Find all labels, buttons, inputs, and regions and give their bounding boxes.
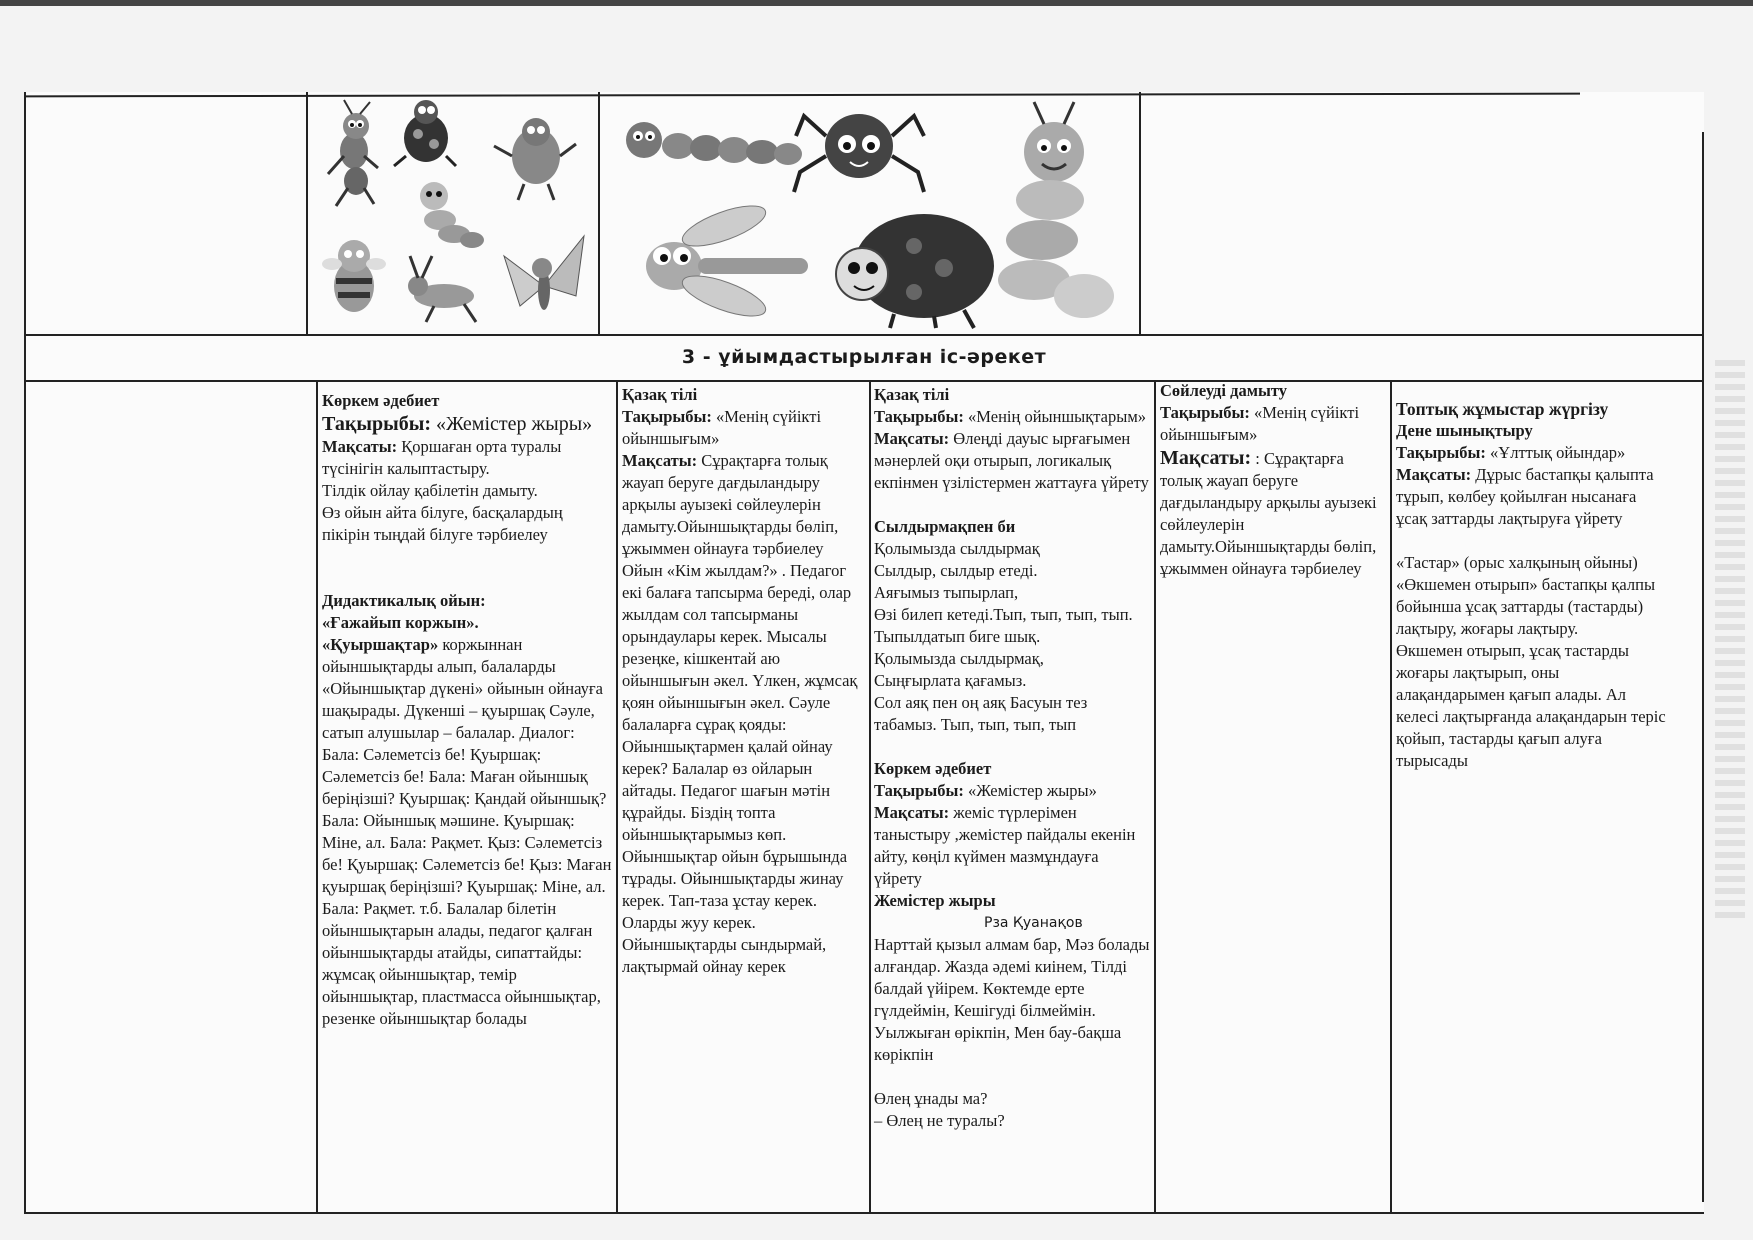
subject-label: Дене шынықтыру (1396, 421, 1533, 440)
insects-illustration-large (614, 96, 1134, 330)
song-line: Қолымызда сылдырмақ, (874, 649, 1044, 668)
row1-bottom-border (24, 334, 1704, 336)
game-title: Дидактикалық ойын: (322, 591, 486, 610)
subject-label: Көркем әдебиет (322, 391, 440, 410)
bleed-through-marks (1715, 360, 1745, 920)
goal-label: Мақсаты: (622, 451, 698, 470)
bee-icon (322, 240, 386, 312)
goal-line-2: Тілдік ойлау қабілетін дамыту. (322, 481, 538, 500)
song-line: Сол аяқ пен оң аяқ Басуын тез табамыз. Тып, тып, тып, тып (874, 693, 1088, 734)
butterfly-icon (504, 236, 584, 310)
table-right-border (1702, 132, 1704, 1202)
ant-icon (328, 100, 378, 206)
subject-label: Сөйлеуді дамыту (1160, 381, 1287, 400)
column-literature (322, 390, 612, 1030)
topic-value: «Ұлттық ойындар» (1490, 443, 1626, 462)
dragonfly-icon (646, 198, 808, 324)
song-line: Аяғымыз тыпырлап, (874, 583, 1019, 602)
poem-text: Нарттай қызыл алмам бар, Мәз болады алғандар. Жазда әдемі киінем, Тілді балдай үйірем. Көктемде ерте гүлдеймін, Кешігуді білмеймін. Уылжыған өрікпін, Мен бау-бақша көрікпін (874, 935, 1150, 1064)
spider-icon (794, 114, 924, 192)
song-line: Қолымызда сылдырмақ (874, 539, 1040, 558)
insects-set-small-icon (314, 96, 594, 328)
goal-label: Мақсаты: (322, 437, 398, 456)
topic-value: «Менің сүйікті ойыншығым» (1160, 403, 1360, 444)
subject-label: Қазақ тілі (622, 385, 698, 404)
column-kazakh-language-1 (622, 384, 868, 978)
row3-divider-3 (869, 381, 871, 1213)
goal2-value: жеміс түрлерімен таныстыру ,жемістер пайдалы екенін айту, көңіл күймен мазмұндауға үйрету (874, 803, 1136, 888)
row1-divider-2 (598, 92, 600, 335)
game-name: «Ғажайып коржын». (322, 613, 479, 632)
game-text: коржыннан ойыншықтарды алып, балаларды «Ойыншықтар дүкені» ойынын ойнауға шақырады. Дүкенші – қуыршақ Сәуле, сатып алушылар – балалар. Диалог: Бала: Сәлеметсіз бе! Қуыршақ: Сәлеметсіз бе! Бала: Маған ойыншық беріңізші? Қуыршақ: Қандай ойыншық? Бала: Ойыншық мәшине. Қуыршақ: Міне, ал. Бала: Рақмет. Қыз: Сәлеметсіз бе! Қуыршақ: Сәлеметсіз бе! Қыз: Маған қуыршақ беріңізші? Қуыршақ: Міне, ал. Бала: Рақмет. т.б. Балалар білетін ойыншықтарын алады, педагог қалған ойыншықтарды атайды, сипаттайды: жұмсақ ойыншықтар, темір ойыншықтар, пластмасса ойыншықтар, резенке ойыншықтар болады (322, 635, 612, 1028)
beetle-icon (494, 118, 576, 200)
topic-label: Тақырыбы: (1396, 443, 1486, 462)
lesson-plan-table (24, 92, 1704, 1214)
song-title: Сылдырмақпен би (874, 517, 1016, 536)
table-bottom-border (24, 1212, 1704, 1214)
poem-author: Рза Қуанақов (984, 915, 1083, 931)
topic-label: Тақырыбы: (874, 407, 964, 426)
caterpillar-large-icon (998, 102, 1114, 318)
group-work-heading: Топтық жұмыстар жүргізу (1396, 399, 1609, 419)
subject2-label: Көркем әдебиет (874, 759, 992, 778)
goal-label: Мақсаты: (1160, 447, 1252, 469)
goal-value: : Сұрақтарға толық жауап беруге дағдыландыру арқылы ауызекі сөйлеулерін дамыту.Ойыншықтарды бөліп, ұжыммен ойнауға тәрбиелеу (1160, 449, 1377, 578)
topic-value: «Менің сүйікті ойыншығым» (622, 407, 822, 448)
goal-value: Дұрыс бастапқы қалыпта тұрып, көлбеу қойылған нысанаға ұсақ заттарды лақтыруға үйрету (1396, 465, 1654, 528)
grasshopper-icon (408, 256, 476, 322)
topic-label: Тақырыбы: (1160, 403, 1250, 422)
insects-illustration-small (314, 96, 594, 328)
game-text-2: Өкшемен отырып, ұсақ тастарды жоғары лақтырып, оны алақандарымен қағып алады. Ал келесі лақтырғанда алақандарын теріс қойып, тастарды қағып алуға тырысады (1396, 641, 1666, 770)
goal-line-1: Қоршаған орта туралы түсінігін калыптастыру. (322, 437, 562, 478)
game-text-1: «Тастар» (орыс халқының ойыны) «Өкшемен отырып» бастапқы қалпы бойынша ұсақ заттарды (тастарды) лақтыру, жоғары лақтыру. (1396, 553, 1656, 638)
poem-title: Жемістер жыры (874, 891, 996, 910)
question-2: – Өлең не туралы? (874, 1111, 1005, 1130)
game-text: Ойын «Кім жылдам?» . Педагог екі балаға тапсырма береді, олар жылдам сол тапсырманы орындаулары керек. Мысалы резеңке, кішкентай аю ойыншығын әкел. Үлкен, жұмсақ қоян ойыншығын әкел. Сәуле балаларға сұрақ қояды: Ойыншықтармен қалай ойнау керек? Балалар өз ойларын айтады. Педагог шағын мәтін құрайды. Біздің топта ойыншықтарымыз көп. Ойыншықтар ойын бұрышында тұрады. Ойыншықтарды жинау керек. Тап-таза ұстау керек. Оларды жуу керек. Ойыншықтарды сындырмай, лақтырмай ойнау керек (622, 561, 858, 976)
game-lead: «Қуыршақтар» (322, 635, 439, 654)
ladybug-icon (394, 100, 456, 166)
song-line: Тыпылдатып биге шық. (874, 627, 1041, 646)
column-kazakh-language-2 (874, 384, 1150, 1132)
row3-divider-1 (316, 381, 318, 1213)
ladybug-large-icon (836, 214, 994, 328)
row3-divider-5 (1390, 381, 1392, 1213)
question-1: Өлең ұнады ма? (874, 1089, 988, 1108)
goal2-label: Мақсаты: (874, 803, 950, 822)
column-group-work (1396, 398, 1666, 772)
row1-divider-1 (306, 92, 308, 335)
caterpillar-icon (420, 182, 484, 248)
goal-value: Өлеңді дауыс ырғағымен мәнерлей оқи отырып, логикалық екпінмен үзілістермен жаттауға үйрету (874, 429, 1149, 492)
table-left-border (24, 92, 26, 1214)
section-title: 3 - ұйымдастырылған іс-әрекет (681, 346, 1047, 368)
song-line: Өзі билеп кетеді.Тып, тып, тып, тып. (874, 605, 1133, 624)
row3-divider-4 (1154, 381, 1156, 1213)
scan-edge (0, 0, 1753, 6)
topic2-value: «Жемістер жыры» (968, 781, 1097, 800)
topic2-label: Тақырыбы: (874, 781, 964, 800)
goal-label: Мақсаты: (1396, 465, 1472, 484)
topic-label: Тақырыбы: (622, 407, 712, 426)
column-speech-development (1160, 380, 1386, 580)
topic-value: «Жемістер жыры» (436, 413, 593, 435)
topic-label: Тақырыбы: (322, 413, 431, 435)
row3-divider-2 (616, 381, 618, 1213)
subject-label: Қазақ тілі (874, 385, 950, 404)
song-line: Сыңғырлата қағамыз. (874, 671, 1027, 690)
centipede-icon (626, 122, 802, 165)
goal-label: Мақсаты: (874, 429, 950, 448)
goal-value: Сұрақтарға толық жауап беруге дағдыландыру арқылы ауызекі сөйлеулерін дамыту.Ойыншықтарды бөліп, ұжыммен ойнауға тәрбиелеу (622, 451, 839, 558)
row1-divider-3 (1139, 92, 1141, 335)
song-line: Сылдыр, сылдыр етеді. (874, 561, 1038, 580)
topic-value: «Менің ойыншықтарым» (968, 407, 1147, 426)
goal-line-3: Өз ойын айта білуге, басқалардың пікірін тыңдай білуге тәрбиелеу (322, 503, 563, 544)
title-row-bottom-border (24, 380, 1704, 382)
insects-set-large-icon (614, 96, 1134, 330)
